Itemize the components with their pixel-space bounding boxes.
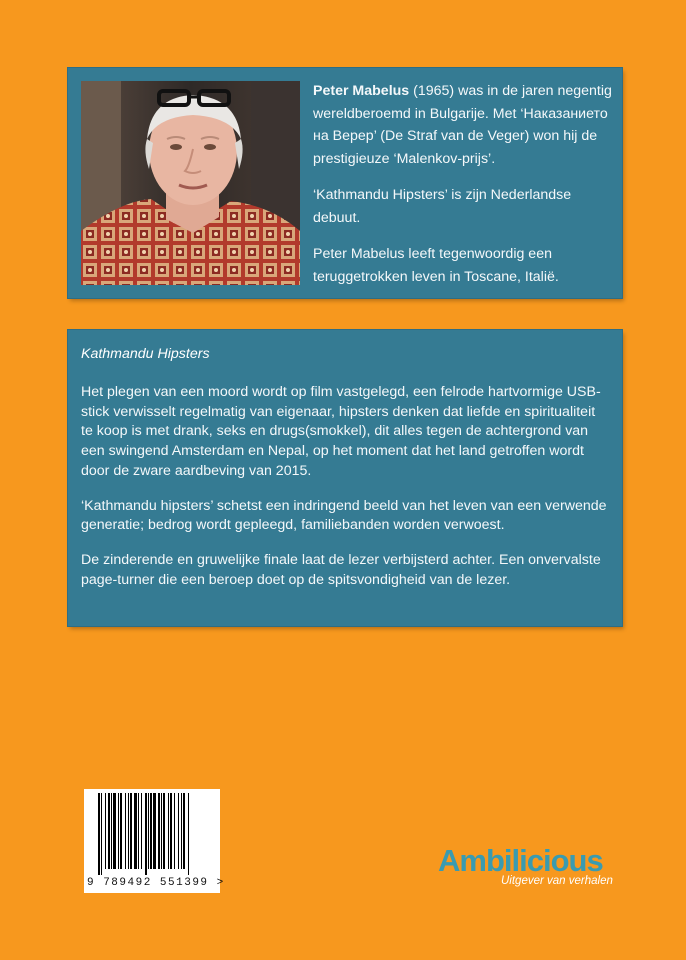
- barcode-bar: [113, 793, 116, 869]
- barcode-bar: [183, 793, 185, 869]
- barcode-bar: [168, 793, 169, 869]
- publisher-tagline: Uitgever van verhalen: [501, 875, 613, 887]
- book-blurb-panel: [68, 330, 622, 626]
- publisher-logo: [438, 844, 614, 900]
- barcode-bar: [105, 793, 106, 869]
- barcode-bar: [138, 793, 139, 869]
- barcode-bar: [181, 793, 182, 869]
- barcode-bar: [150, 793, 152, 869]
- isbn-barcode: [84, 789, 225, 893]
- barcode-bar: [178, 793, 179, 869]
- author-panel: [68, 68, 622, 298]
- barcode-bars: [84, 789, 220, 875]
- author-name: Peter Mabelus: [313, 83, 410, 99]
- author-photo: [81, 81, 300, 285]
- barcode-bar: [145, 793, 147, 875]
- author-debut: ‘Kathmandu Hipsters’ is zijn Nederlandse debuut.: [313, 187, 572, 226]
- barcode-bar: [163, 793, 165, 869]
- blurb-paragraph: De zinderende en gruwelijke finale laat de lezer verbijsterd achter. Een onvervalste page-turner die een beroep doet op de spitsvondigheid van de lezer.: [81, 551, 601, 588]
- barcode-bar: [148, 793, 149, 869]
- barcode-bar: [158, 793, 160, 869]
- barcode-bar: [111, 793, 112, 869]
- barcode-bar: [120, 793, 122, 869]
- blurb-paragraph: ‘Kathmandu hipsters’ schetst een indringend beeld van het leven van een verwende generatie; bedrog wordt gepleegd, familiebanden worden verwoest.: [81, 497, 607, 534]
- barcode-bar: [134, 793, 137, 869]
- barcode-bar: [128, 793, 129, 869]
- author-residence: Peter Mabelus leeft tegenwoordig een teruggetrokken leven in Toscane, Italië.: [313, 246, 559, 285]
- barcode-bar: [153, 793, 156, 869]
- barcode-bar: [188, 793, 189, 875]
- barcode-bar: [130, 793, 132, 869]
- author-bio-text: (1965) was in de jaren negentig wereldberoemd in Bulgarije. Met ‘Наказанието на Вереp’ (De Straf van de Veger) won hij de prestigieuze ‘Malenkov-prijs’.: [313, 83, 612, 167]
- barcode-bar: [98, 793, 100, 875]
- author-bio: [313, 80, 613, 302]
- barcode-bar: [141, 793, 142, 869]
- author-portrait-image: [81, 81, 300, 285]
- author-bio-intro: [313, 80, 613, 170]
- barcode-bar: [174, 793, 175, 869]
- barcode-bar: [101, 793, 102, 875]
- barcode-bar: [108, 793, 110, 869]
- barcode-bar: [118, 793, 119, 869]
- publisher-name: Ambilicious: [438, 843, 603, 878]
- barcode-bar: [161, 793, 162, 869]
- barcode-bar: [170, 793, 172, 869]
- book-title: Kathmandu Hipsters: [81, 346, 210, 362]
- blurb-paragraph: Het plegen van een moord wordt op film vastgelegd, een felrode hartvormige USB-stick verwisselt regelmatig van eigenaar, hipsters denken dat liefde en spiritualiteit te koop is met drank, seks en drugs(smokkel), dit alles tegen de achtergrond van een swingend Amsterdam en Nepal, op het moment dat het land getroffen wordt door de zware aardbeving van 2015.: [81, 384, 601, 479]
- isbn-digits: 9 789492 551399 >: [87, 877, 225, 889]
- barcode-bar: [125, 793, 126, 869]
